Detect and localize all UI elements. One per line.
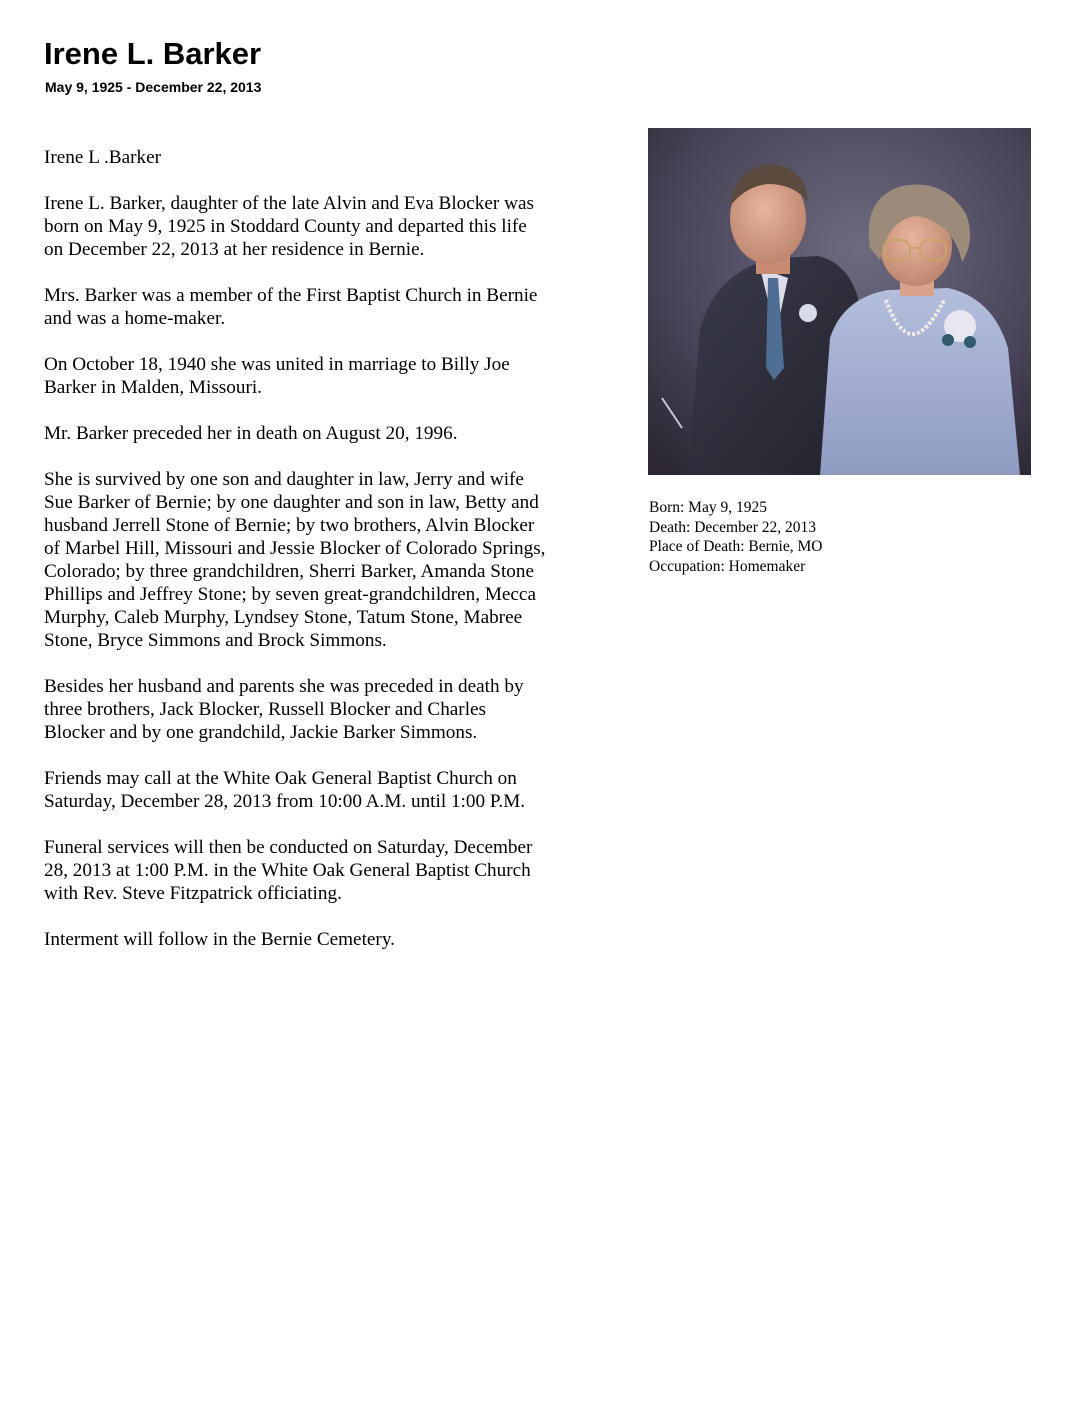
obituary-line: Barker in Malden, Missouri. [44,377,262,398]
obituary-paragraph [44,928,644,951]
obituary-paragraph [44,767,644,813]
page-title: Irene L. Barker [44,36,262,71]
obituary-paragraph [44,284,644,330]
obituary-paragraph [44,675,644,744]
obituary-line: Phillips and Jeffrey Stone; by seven great-grandchildren, Mecca [44,584,536,605]
obituary-line: Mrs. Barker was a member of the First Baptist Church in Bernie [44,285,538,306]
obituary-line: three brothers, Jack Blocker, Russell Blocker and Charles [44,699,487,720]
portrait-photo-icon [648,128,1031,475]
obituary-line: She is survived by one son and daughter in law, Jerry and wife [44,469,524,490]
obituary-paragraph [44,422,644,445]
obituary-line: Besides her husband and parents she was preceded in death by [44,676,524,697]
obituary-line: Blocker and by one grandchild, Jackie Barker Simmons. [44,722,478,743]
fact-place-of-death: Place of Death: Bernie, MO [649,538,823,556]
obituary-paragraph [44,146,644,169]
obituary-line: Irene L. Barker, daughter of the late Alvin and Eva Blocker was [44,193,534,214]
portrait-photo [648,128,1031,475]
obituary-line: with Rev. Steve Fitzpatrick officiating. [44,883,342,904]
obituary-line: 28, 2013 at 1:00 P.M. in the White Oak General Baptist Church [44,860,531,881]
obituary-line: Stone, Bryce Simmons and Brock Simmons. [44,630,387,651]
obituary-line: Sue Barker of Bernie; by one daughter and son in law, Betty and [44,492,539,513]
obituary-line: Interment will follow in the Bernie Cemetery. [44,929,395,950]
life-dates: May 9, 1925 - December 22, 2013 [45,79,262,95]
obituary-paragraph [44,353,644,399]
obituary-line: and was a home-maker. [44,308,226,329]
obituary-line: Saturday, December 28, 2013 from 10:00 A.M. until 1:00 P.M. [44,791,526,812]
fact-born: Born: May 9, 1925 [649,499,767,516]
obituary-line: Irene L .Barker [44,147,162,168]
fact-occupation: Occupation: Homemaker [649,558,806,576]
obituary-line: Colorado; by three grandchildren, Sherri Barker, Amanda Stone [44,561,534,582]
obituary-line: Friends may call at the White Oak General Baptist Church on [44,768,517,789]
obituary-paragraph [44,468,644,652]
obituary-text [44,146,644,974]
fact-list [649,498,822,577]
obituary-line: husband Jerrell Stone of Bernie; by two brothers, Alvin Blocker [44,515,535,536]
obituary-paragraph [44,836,644,905]
obituary-line: on December 22, 2013 at her residence in Bernie. [44,239,425,260]
obituary-line: Funeral services will then be conducted on Saturday, December [44,837,533,858]
obituary-paragraph [44,192,644,261]
obituary-line: of Marbel Hill, Missouri and Jessie Blocker of Colorado Springs, [44,538,546,559]
obituary-line: born on May 9, 1925 in Stoddard County and departed this life [44,216,527,237]
obituary-line: On October 18, 1940 she was united in marriage to Billy Joe [44,354,510,375]
obituary-line: Mr. Barker preceded her in death on August 20, 1996. [44,423,458,444]
fact-death: Death: December 22, 2013 [649,518,816,536]
obituary-line: Murphy, Caleb Murphy, Lyndsey Stone, Tatum Stone, Mabree [44,607,523,628]
